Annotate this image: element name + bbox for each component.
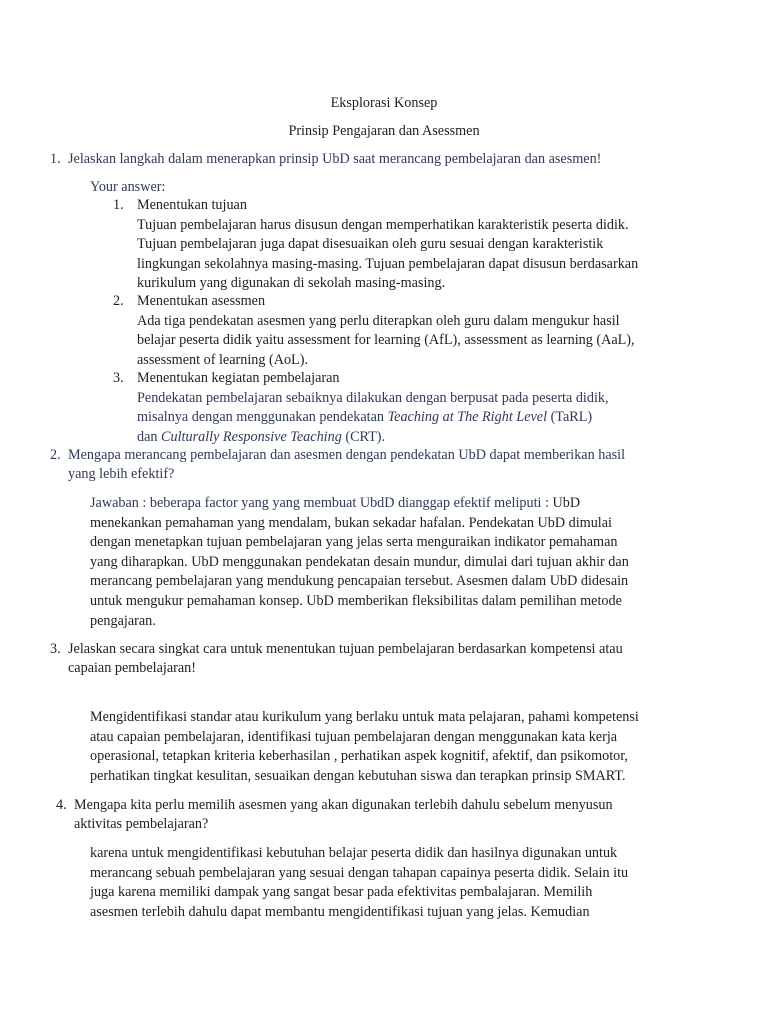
step-number: 2. xyxy=(113,293,124,309)
answer-4 xyxy=(90,844,690,922)
step-title: Menentukan kegiatan pembelajaran xyxy=(137,370,340,386)
answer-line: merancang sebuah pembelajaran yang sesuai dengan tahapan capainya peserta didik. Selain itu xyxy=(90,864,629,881)
step-line: lingkungan sekolahnya masing-masing. Tujuan pembelajaran dapat disusun berdasarkan xyxy=(137,255,639,272)
text-run: Jawaban : beberapa factor yang yang membuat UbdD dianggap efektif meliputi : xyxy=(90,495,553,511)
question-number: 4. xyxy=(56,797,67,813)
step-line: Ada tiga pendekatan asesmen yang perlu diterapkan oleh guru dalam mengukur hasil xyxy=(137,312,620,329)
question-text: Jelaskan langkah dalam menerapkan prinsip UbD saat merancang pembelajaran dan asesmen! xyxy=(68,151,602,167)
text-run: (TaRL) xyxy=(547,409,593,426)
step-body xyxy=(137,216,638,294)
step-3 xyxy=(113,369,673,449)
step-line: assessment of learning (AoL). xyxy=(137,351,308,368)
question-4 xyxy=(56,796,716,834)
answer-label: Your answer: xyxy=(90,179,166,195)
question-2 xyxy=(50,446,710,484)
step-body xyxy=(137,312,635,371)
answer-line xyxy=(90,494,690,514)
question-line: Jelaskan secara singkat cara untuk menentukan tujuan pembelajaran berdasarkan kompetensi atau xyxy=(68,641,623,657)
step-body xyxy=(137,389,609,448)
answer-line: merancang pembelajaran yang mendukung pencapaian tersebut. Asesmen dalam UbD didesain xyxy=(90,573,629,590)
page-title: Eksplorasi Konsep xyxy=(330,95,438,111)
answer-line: Mengidentifikasi standar atau kurikulum yang berlaku untuk mata pelajaran, pahami kompetensi xyxy=(90,709,639,725)
answer-line: dengan menetapkan tujuan pembelajaran yang jelas serta menguraikan indikator pemahaman xyxy=(90,534,618,551)
step-title: Menentukan asessmen xyxy=(137,293,266,309)
answer-line: pengajaran. xyxy=(90,612,156,629)
step-line: Pendekatan pembelajaran sebaiknya dilakukan dengan berpusat pada peserta didik, xyxy=(137,389,609,406)
step-line xyxy=(137,408,609,428)
answer-line: perhatikan tingkat kesulitan, sesuaikan dengan kebutuhan siswa dan terapkan prinsip SMART. xyxy=(90,767,626,784)
answer-line: operasional, tetapkan kriteria keberhasilan , perhatikan aspek kognitif, afektif, dan psikomotor, xyxy=(90,748,628,765)
text-run: misalnya dengan menggunakan pendekatan xyxy=(137,409,388,426)
step-number: 3. xyxy=(113,370,124,386)
answer-line: karena untuk mengidentifikasi kebutuhan belajar peserta didik dan hasilnya digunakan untuk xyxy=(90,845,618,861)
italic-term: Culturally Responsive Teaching xyxy=(161,428,342,445)
question-number: 3. xyxy=(50,641,61,657)
step-line: belajar peserta didik yaitu assessment for learning (AfL), assessment as learning (AaL), xyxy=(137,332,635,349)
question-1 xyxy=(50,150,710,169)
step-line xyxy=(137,428,609,448)
answer-line: menekankan pemahaman yang mendalam, bukan sekadar hafalan. Pendekatan UbD dimulai xyxy=(90,514,612,531)
answer-line: yang diharapkan. UbD menggunakan pendekatan desain mundur, dimulai dari tujuan akhir dan xyxy=(90,553,629,570)
answer-2 xyxy=(90,494,690,631)
question-line: aktivitas pembelajaran? xyxy=(74,816,209,832)
step-2 xyxy=(113,292,673,372)
question-line: Mengapa kita perlu memilih asesmen yang akan digunakan terlebih dahulu sebelum menyusun xyxy=(74,797,613,813)
step-number: 1. xyxy=(113,197,124,213)
question-line: capaian pembelajaran! xyxy=(68,660,196,676)
step-line: kurikulum yang digunakan di sekolah masing-masing. xyxy=(137,275,446,292)
step-title: Menentukan tujuan xyxy=(137,197,247,213)
text-run: dan xyxy=(137,428,162,445)
italic-term: Teaching at The Right Level xyxy=(387,409,548,426)
answer-line: untuk mengukur pemahaman konsep. UbD memberikan fleksibilitas dalam pemilihan metode xyxy=(90,592,622,609)
answer-line: asesmen terlebih dahulu dapat membantu mengidentifikasi tujuan yang jelas. Kemudian xyxy=(90,903,590,920)
answer-line: juga karena memiliki dampak yang sangat besar pada efektivitas pembalajaran. Memilih xyxy=(90,884,593,901)
question-number: 2. xyxy=(50,447,61,463)
question-3 xyxy=(50,640,710,678)
question-number: 1. xyxy=(50,151,61,167)
question-line: Mengapa merancang pembelajaran dan asesmen dengan pendekatan UbD dapat memberikan hasil xyxy=(68,447,626,463)
answer-line: atau capaian pembelajaran, identifikasi tujuan pembelajaran dengan menggunakan kata kerja xyxy=(90,728,618,745)
page-subtitle: Prinsip Pengajaran dan Asessmen xyxy=(288,123,480,139)
text-run: UbD xyxy=(552,495,581,511)
step-line: Tujuan pembelajaran harus disusun dengan memperhatikan karakteristik peserta didik. xyxy=(137,216,629,233)
question-line: yang lebih efektif? xyxy=(68,466,175,482)
answer-3 xyxy=(90,708,690,786)
step-line: Tujuan pembelajaran juga dapat disesuaikan oleh guru sesuai dengan karakteristik xyxy=(137,236,604,253)
step-1 xyxy=(113,196,673,296)
text-run: (CRT). xyxy=(341,428,386,445)
